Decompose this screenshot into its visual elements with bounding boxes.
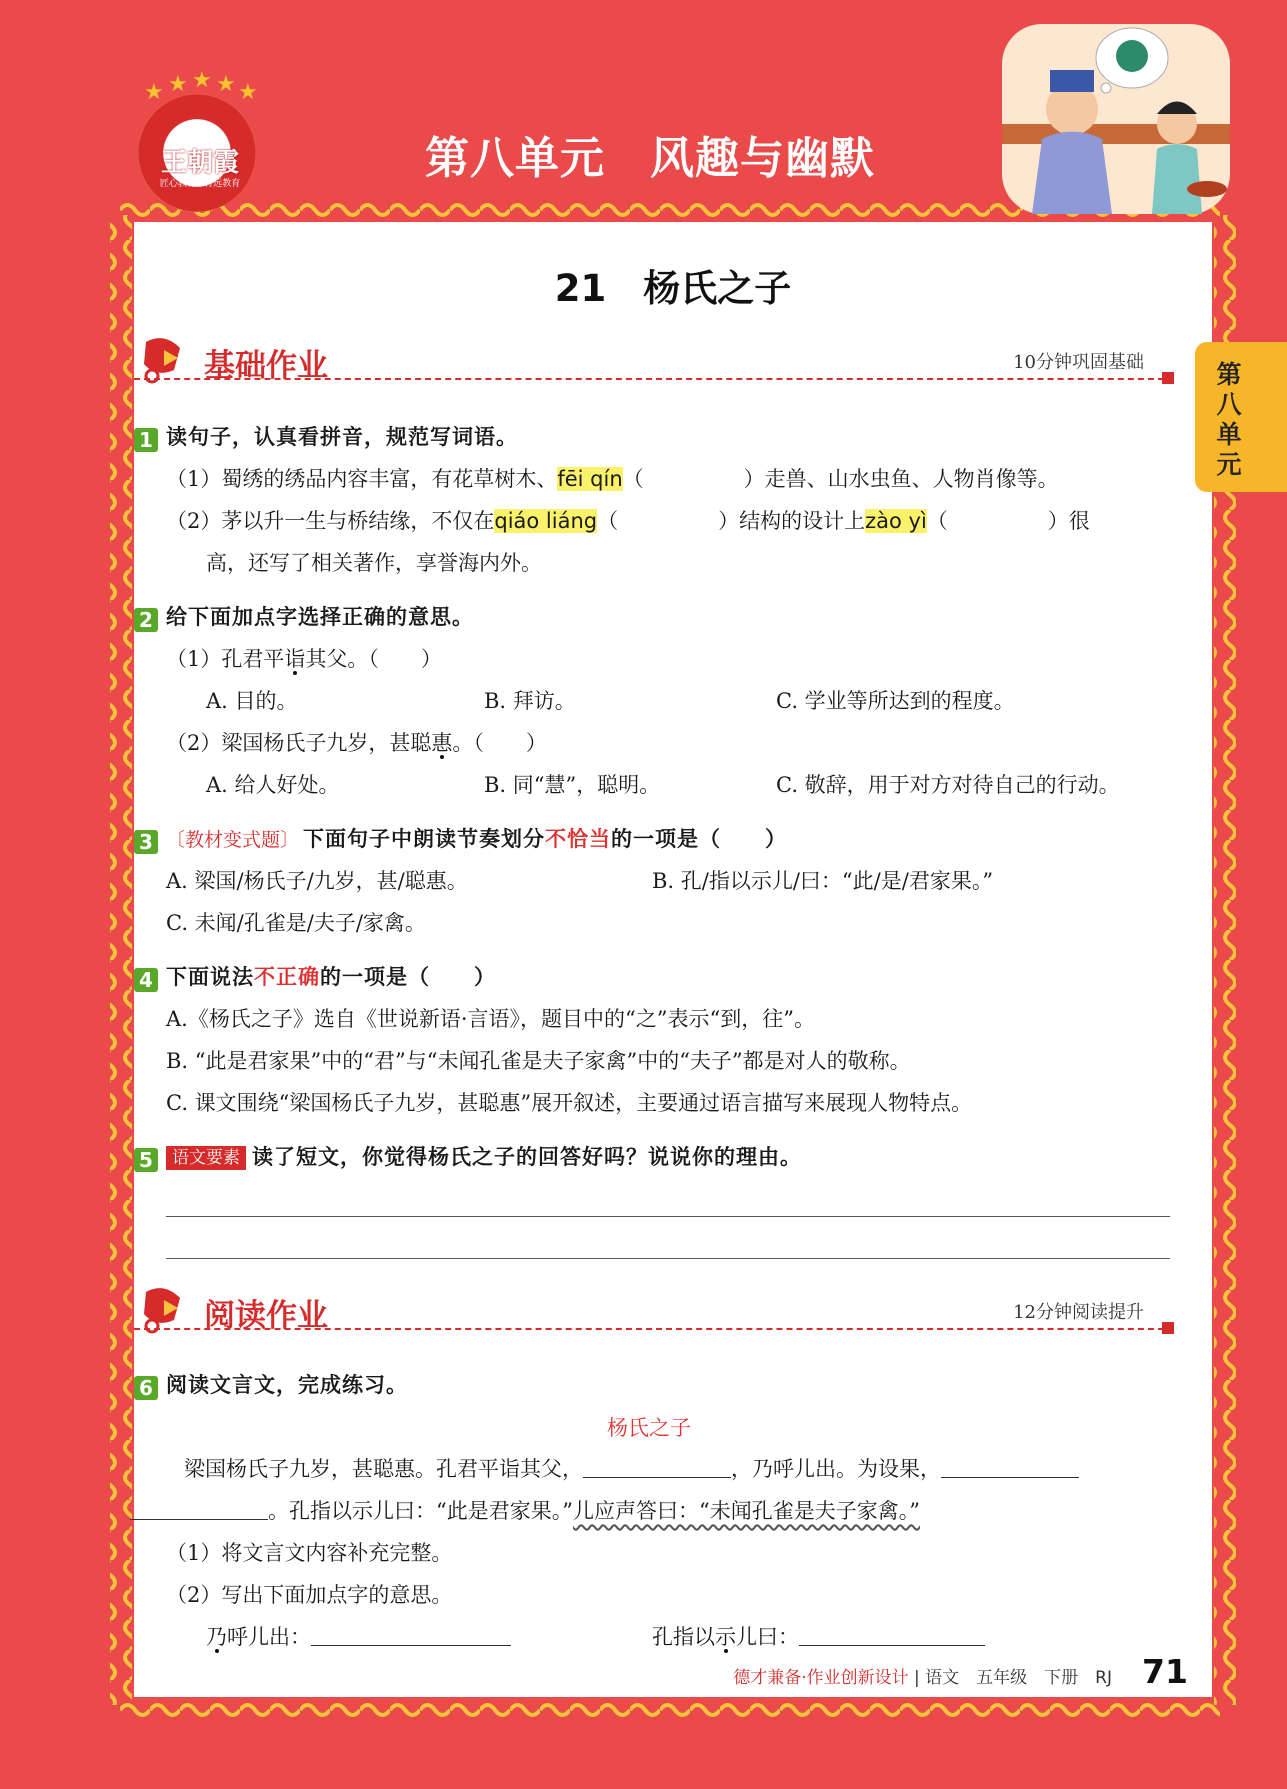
question-number: 4 — [134, 968, 158, 992]
question-1-title — [134, 422, 518, 452]
answer-paren[interactable]: 。（ ） — [452, 731, 547, 755]
unit-title: 第八单元 风趣与幽默 — [425, 133, 875, 184]
footer-info: 语文 五年级 下册 RJ — [925, 1668, 1112, 1688]
paren-open: （ — [622, 467, 644, 491]
passage-title: 杨氏之子 — [607, 1416, 691, 1440]
section-title: 阅读作业 — [204, 1298, 328, 1334]
story-illustration — [1002, 14, 1230, 214]
question-text: 读了短文，你觉得杨氏之子的回答好吗？说说你的理由。 — [252, 1145, 802, 1169]
sentence-text: （2）梁国杨氏子九岁，甚聪 — [166, 731, 432, 755]
lesson-title: 21 杨氏之子 — [554, 267, 792, 310]
question-text: 下面说法 — [166, 965, 254, 989]
question-text[interactable]: 的一项是（ ） — [611, 827, 788, 851]
section-header-reading — [134, 1284, 1174, 1342]
dotted-character: 乃 — [206, 1625, 227, 1649]
fill-blank[interactable] — [583, 1477, 731, 1478]
question-number: 6 — [134, 1376, 158, 1400]
word-text: 儿曰： — [736, 1625, 799, 1649]
question-number: 3 — [134, 830, 158, 854]
question-text: 读句子，认真看拼音，规范写词语。 — [166, 425, 518, 449]
question-4-option-b[interactable]: B. “此是君家果”中的“君”与“未闻孔雀是夫子家禽”中的“夫子”都是对人的敬称。 — [166, 1049, 911, 1073]
question-5-title — [134, 1142, 802, 1172]
sentence-text: （1）蜀绣的绣品内容丰富，有花草树木、 — [166, 467, 558, 491]
question-2-item-2-option-c[interactable]: C. 敬辞，用于对方对待自己的行动。 — [776, 773, 1120, 797]
answer-paren[interactable]: 其父。（ ） — [305, 647, 442, 671]
dotted-character: 惠 — [431, 731, 453, 755]
paren-open: （ — [597, 509, 619, 533]
footer-separator: | — [914, 1668, 920, 1688]
question-2-item-2-option-b[interactable]: B. 同“慧”，聪明。 — [484, 773, 661, 797]
fill-blank[interactable] — [799, 1645, 985, 1646]
word-text: 呼儿出： — [227, 1625, 311, 1649]
word-text: 孔指以 — [652, 1625, 715, 1649]
question-number: 2 — [134, 608, 158, 632]
question-number: 5 — [134, 1148, 158, 1172]
fill-blank[interactable] — [130, 1519, 268, 1520]
question-1-sentence-2 — [166, 506, 1090, 536]
question-4-option-a[interactable]: A.《杨氏之子》选自《世说新语·言语》，题目中的“之”表示“到，往”。 — [166, 1007, 815, 1031]
question-text: 阅读文言文，完成练习。 — [166, 1373, 408, 1397]
question-4-option-c[interactable]: C. 课文围绕“梁国杨氏子九岁，甚聪惠”展开叙述，主要通过语言描写来展现人物特点。 — [166, 1091, 973, 1115]
megaphone-icon — [134, 1284, 194, 1334]
question-tag: 〔教材变式题〕 — [166, 829, 300, 851]
question-2-item-1-option-b[interactable]: B. 拜访。 — [484, 689, 576, 713]
section-time: 10分钟巩固基础 — [1013, 352, 1144, 373]
question-2-item-1-option-c[interactable]: C. 学业等所达到的程度。 — [776, 689, 1015, 713]
logo-text: 王朝霞 — [160, 148, 239, 178]
star-icon: ★ — [238, 80, 258, 105]
passage-text: ，乃呼儿出。为设果， — [731, 1457, 941, 1481]
paren-open: （ — [926, 509, 948, 533]
sentence-text: ）走兽、山水虫鱼、人物肖像等。 — [743, 467, 1059, 491]
side-tab-label: 第八单元 — [1216, 360, 1242, 479]
sentence-text: ）结构的设计上 — [718, 509, 866, 533]
section-divider — [134, 378, 1174, 382]
question-tag: 语文要素 — [166, 1146, 246, 1170]
pinyin-prompt: qiáo liáng — [494, 509, 598, 533]
pinyin-prompt: zào yì — [865, 509, 927, 533]
sentence-text: ）很 — [1047, 509, 1090, 533]
question-text: 下面句子中朗读节奏划分 — [303, 827, 546, 851]
unit-side-tab[interactable] — [1195, 342, 1287, 492]
sentence-text: （1）孔君平 — [166, 647, 285, 671]
question-6-sub-2: （2）写出下面加点字的意思。 — [166, 1583, 453, 1607]
logo-subtext: 匠心教育 · 行远教育 — [159, 179, 241, 189]
star-icon: ★ — [168, 72, 188, 97]
question-3-option-b[interactable]: B. 孔/指以示儿/曰：“此/是/君家果。” — [652, 869, 994, 893]
question-6-sub-1: （1）将文言文内容补充完整。 — [166, 1541, 453, 1565]
sentence-text: （2）茅以升一生与桥结缘，不仅在 — [166, 509, 495, 533]
question-4-title — [134, 962, 496, 992]
page-number: 71 — [1142, 1652, 1188, 1691]
question-2-item-2-option-a[interactable]: A. 给人好处。 — [206, 773, 340, 797]
word-meaning-1 — [206, 1622, 511, 1652]
fill-blank[interactable] — [311, 1645, 511, 1646]
passage-line-2 — [130, 1496, 920, 1526]
megaphone-icon — [134, 334, 194, 384]
question-2-title — [134, 602, 474, 632]
question-2-item-1 — [166, 644, 442, 674]
passage-line-1 — [184, 1454, 1079, 1484]
question-6-title — [134, 1370, 408, 1400]
section-header-basic — [134, 334, 1174, 392]
section-time: 12分钟阅读提升 — [1013, 1302, 1144, 1323]
answer-line[interactable] — [166, 1216, 1170, 1217]
question-1-sentence-1 — [166, 464, 1059, 494]
fill-blank[interactable] — [941, 1477, 1079, 1478]
star-icon: ★ — [192, 68, 212, 93]
star-icon: ★ — [216, 72, 236, 97]
question-3-title — [134, 824, 787, 854]
question-keyword: 不正确 — [254, 965, 320, 989]
section-divider-end — [1162, 1322, 1174, 1334]
publisher-logo — [134, 68, 262, 208]
question-keyword: 不恰当 — [545, 827, 612, 851]
question-3-option-c[interactable]: C. 未闻/孔雀是/夫子/家禽。 — [166, 911, 426, 935]
passage-text: 梁国杨氏子九岁，甚聪惠。孔君平诣其父， — [184, 1457, 583, 1481]
question-2-item-2 — [166, 728, 547, 758]
question-text: 给下面加点字选择正确的意思。 — [166, 605, 474, 629]
question-2-item-1-option-a[interactable]: A. 目的。 — [206, 689, 298, 713]
question-text[interactable]: 的一项是（ ） — [320, 965, 496, 989]
dotted-character: 示 — [715, 1625, 736, 1649]
footer — [733, 1663, 1112, 1688]
section-title: 基础作业 — [204, 348, 328, 384]
wavy-underlined-text: 儿应声答曰：“未闻孔雀是夫子家禽。” — [572, 1499, 920, 1523]
question-number: 1 — [134, 428, 158, 452]
question-3-option-a[interactable]: A. 梁国/杨氏子/九岁，甚/聪惠。 — [166, 869, 468, 893]
answer-line[interactable] — [166, 1258, 1170, 1259]
passage-text: 。孔指以示儿曰：“此是君家果。” — [268, 1499, 573, 1523]
pinyin-prompt: fēi qín — [557, 467, 623, 491]
star-icon: ★ — [144, 80, 164, 105]
section-divider-end — [1162, 372, 1174, 384]
dotted-character: 诣 — [284, 647, 306, 671]
section-divider — [134, 1328, 1174, 1332]
footer-brand: 德才兼备·作业创新设计 — [733, 1668, 909, 1688]
question-1-sentence-2-cont: 高，还写了相关著作，享誉海内外。 — [206, 551, 542, 575]
word-meaning-2 — [652, 1622, 985, 1652]
